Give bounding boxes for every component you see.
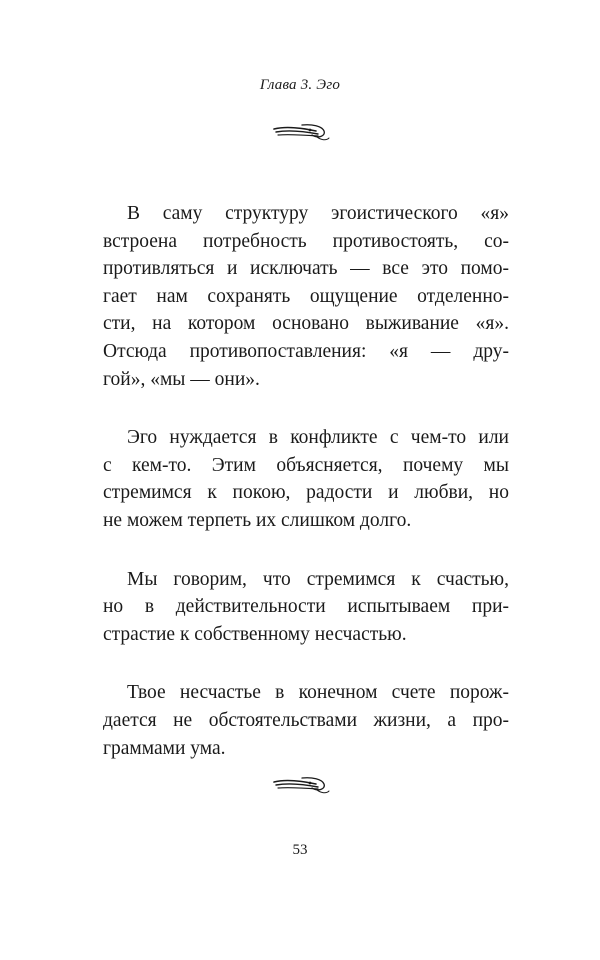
paragraph [103,566,509,649]
text-line: гой», «мы — они». [103,368,260,390]
paragraph [103,200,509,393]
text-line: В саму структуру эгоистического «я» [127,203,509,224]
text-line: но в действительности испытываем при- [103,596,509,618]
running-head: Глава 3. Эго [259,77,341,93]
paragraph [103,424,509,534]
flourish-ornament-icon [272,122,330,144]
page-number: 53 [292,842,308,858]
text-line: Твое несчастье в конечном счете порож- [127,682,509,704]
text-line: дается не обстоятельствами жизни, а про- [103,709,509,731]
text-line: страстие к собственному несчастью. [103,623,407,645]
text-line: Эго нуждается в конфликте с чем-то или [127,427,509,449]
text-line: не можем терпеть их слишком долго. [103,509,412,531]
text-line: сти, на котором основано выживание «я». [103,313,509,335]
paragraph [103,679,509,762]
text-line: стремимся к покою, радости и любви, но [103,482,509,504]
text-line: с кем-то. Этим объясняется, почему мы [103,454,509,476]
flourish-ornament-icon [272,775,330,797]
text-line: граммами ума. [103,737,226,759]
text-line: встроена потребность противостоять, со- [103,230,509,252]
text-line: Отсюда противопоставления: «я — дру- [103,340,509,362]
text-line: Мы говорим, что стремимся к счастью, [127,568,509,590]
text-line: противляться и исключать — все это помо- [103,258,509,280]
body-text [103,200,509,793]
text-line: гает нам сохранять ощущение отделенно- [103,285,509,307]
